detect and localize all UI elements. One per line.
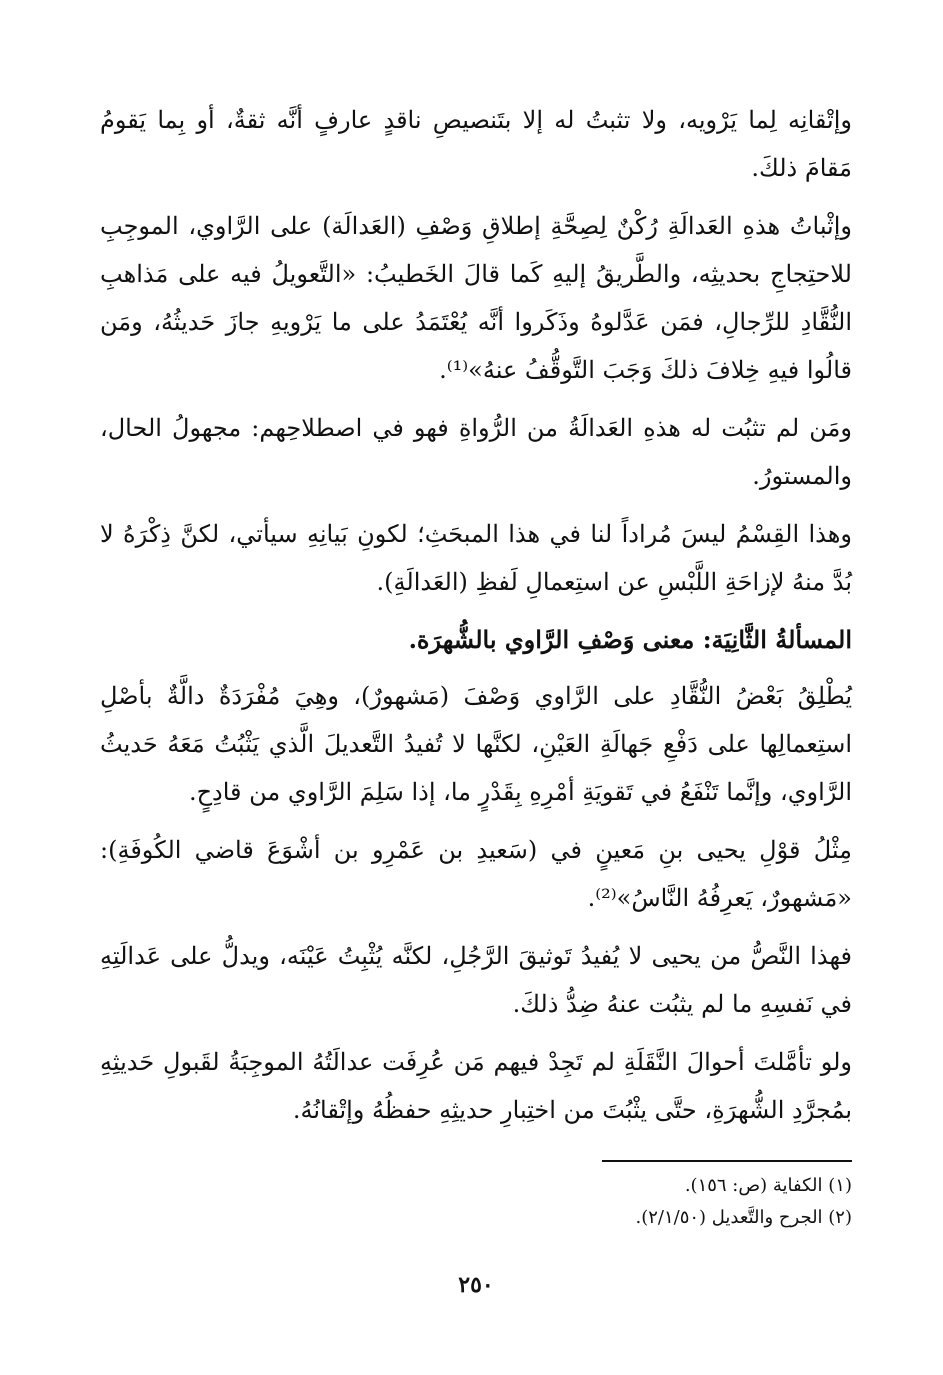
paragraph-8: ولو تأمَّلتَ أحوالَ النَّقَلَةِ لم تَجِدْ فيهم مَن عُرِفَت عدالَتُهُ الموجِبَةُ لقَبولِ حَديثِهِ بمُجرَّدِ الشُّهرَةِ، حتَّى يثْبُتَ من اختِبارِ حديثِهِ حفظُهُ وإتْقانُهُ. <box>100 1048 852 1124</box>
paragraph-2: وإثْباتُ هذهِ العَدالَةِ رُكْنٌ لِصِحَّةِ إطلاقِ وَصْفِ (العَدالَة) على الرَّاوي، الموجِبِ للاحتِجاجِ بحديثِه، والطَّريقُ إليهِ كَما قالَ الخَطيبُ: «التَّعويلُ فيه على مَذاهبِ النُّقَّادِ للرِّجالِ، فمَن عَدَّلوهُ وذَكَروا أنَّه يُعْتَمَدُ على ما يَرْويهِ جازَ حَديثُهُ، ومَن قالُوا فيهِ خِلافَ ذلكَ وَجَبَ التَّوقُّفُ عنهُ»⁽¹⁾. <box>100 212 852 384</box>
paragraph-1: وإتْقانِه لِما يَرْويه، ولا تثبتُ له إلا بتَنصيصِ ناقدٍ عارفٍ أنَّه ثقةٌ، أو بِما يَقومُ مَقامَ ذلكَ. <box>100 106 852 182</box>
paragraph-5: يُطْلِقُ بَعْضُ النُّقَّادِ على الرَّاوي وَصْفَ (مَشهورٌ)، وهِيَ مُفْرَدَةٌ دالَّةٌ بأصْلِ استِعمالِها على دَفْعِ جَهالَةِ العَيْنِ، لكنَّها لا تُفيدُ التَّعديلَ الَّذي يَثْبُتُ مَعَهُ حَديثُ الرَّاوي، وإنَّما تَنْفَعُ في تَقويَةِ أمْرِهِ بِقَدْرٍ ما، إذا سَلِمَ الرَّاوي من قادِحٍ. <box>100 682 853 806</box>
book-page <box>100 96 853 1298</box>
footnotes <box>100 1170 852 1234</box>
paragraph-6: مِثْلُ قوْلِ يحيى بنِ مَعينٍ في (سَعيدِ بن عَمْرِو بن أشْوَعَ قاضي الكُوفَةِ): «مَشهورٌ، يَعرِفُهُ النَّاسُ»⁽²⁾. <box>100 836 852 912</box>
paragraph-3: ومَن لم تثبُت له هذهِ العَدالَةُ من الرُّواةِ فهو في اصطلاحِهم: مجهولُ الحال، والمستورُ. <box>100 414 852 490</box>
page-number: ٢٥٠ <box>458 1272 494 1298</box>
footnote-1: (١) الكفاية (ص: ١٥٦). <box>684 1175 852 1196</box>
paragraph-4: وهذا القِسْمُ ليسَ مُراداً لنا في هذا المبحَثِ؛ لكونِ بَيانِهِ سيأتي، لكنَّ ذِكْرَهُ لا بُدَّ منهُ لإزاحَةِ اللَّبْسِ عن استِعمالِ لَفظِ (العَدالَةِ). <box>100 520 852 596</box>
section-heading: المسألةُ الثَّانِيَة: معنى وَصْفِ الرَّاوي بالشُّهرَة. <box>408 625 852 654</box>
footnote-2: (٢) الجرح والتَّعديل (٢/١/٥٠). <box>635 1207 852 1228</box>
paragraph-7: فهذا النَّصُّ من يحيى لا يُفيدُ تَوثيقَ الرَّجُلِ، لكنَّه يُثْبِتُ عَيْنَه، ويدلُّ على عَدالَتِهِ في نَفسِهِ ما لم يثبُت عنهُ ضِدُّ ذلكَ. <box>100 942 852 1018</box>
footnote-separator <box>602 1160 852 1162</box>
